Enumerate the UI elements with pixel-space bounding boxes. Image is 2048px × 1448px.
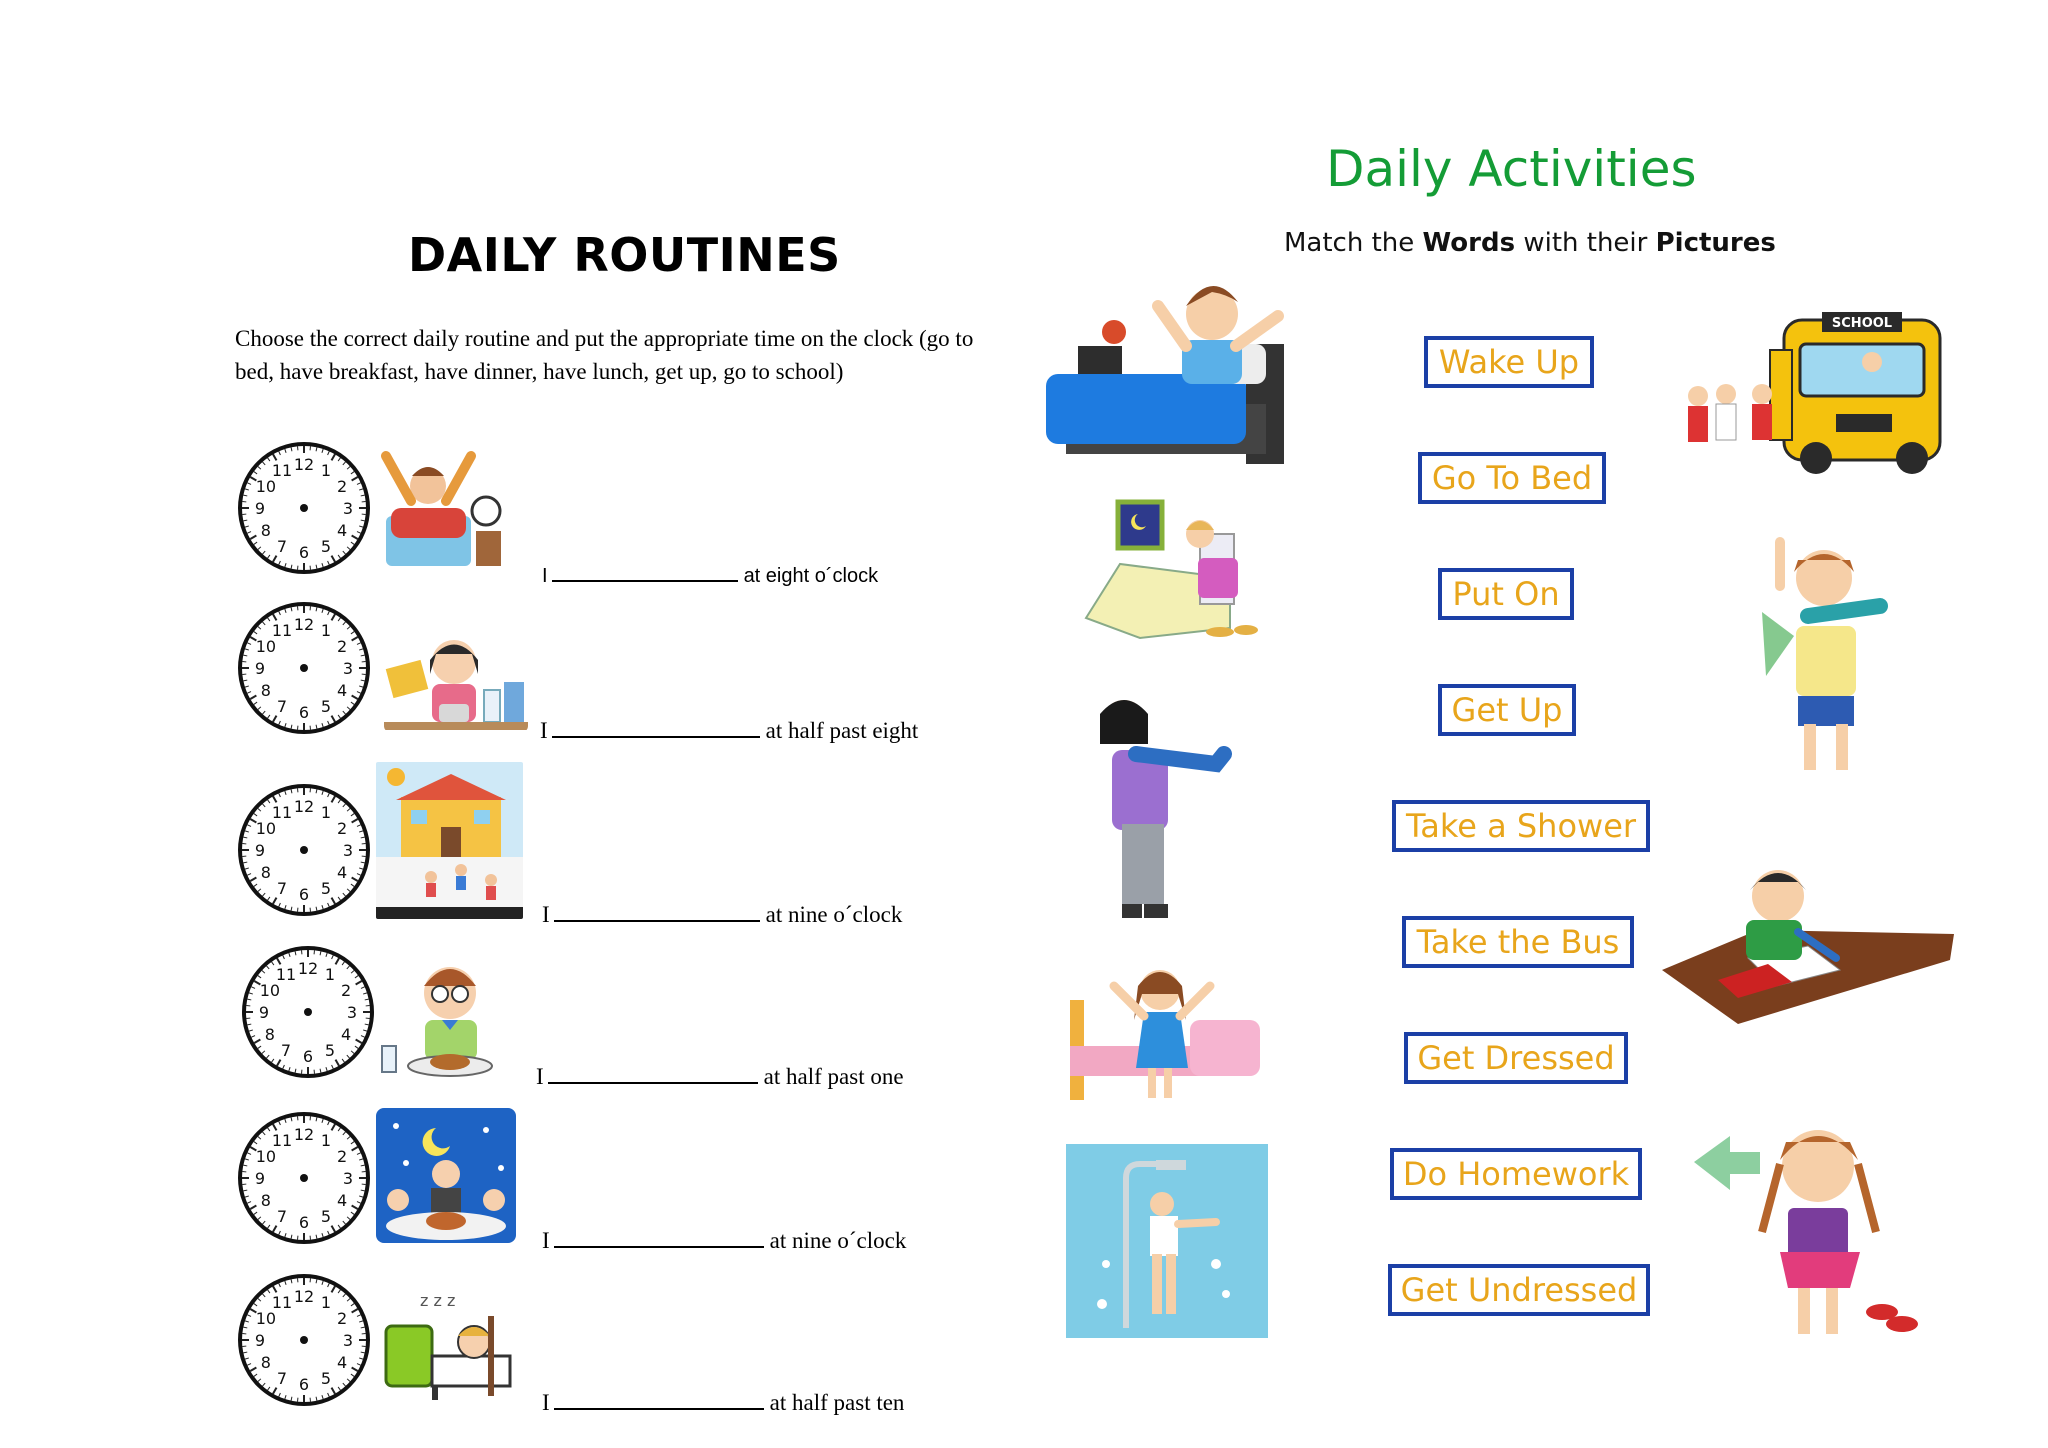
pronoun: I <box>542 1390 550 1415</box>
clock-number: 8 <box>264 1025 275 1044</box>
clock-center <box>300 664 308 672</box>
clock-number: 5 <box>320 1369 332 1389</box>
clock-number: 1 <box>320 802 332 822</box>
clock-number: 10 <box>255 819 277 838</box>
clock-number: 1 <box>320 620 332 640</box>
sentence-line-1 <box>542 556 878 588</box>
clock-number: 2 <box>337 819 348 838</box>
clock-number: 3 <box>346 1003 358 1022</box>
clock-6[interactable] <box>236 1272 372 1408</box>
word-box-wake-up[interactable]: Wake Up <box>1424 336 1594 388</box>
clock-number: 6 <box>298 543 310 562</box>
clock-number: 4 <box>337 863 348 882</box>
sentence-line-2 <box>540 712 918 744</box>
svg-text:z z z: z z z <box>420 1291 456 1310</box>
clock-number: 12 <box>293 797 315 816</box>
clock-number: 3 <box>342 659 354 678</box>
putting-on-jacket-icon <box>1096 694 1232 928</box>
word-box-take-a-shower[interactable]: Take a Shower <box>1392 800 1650 852</box>
answer-blank-6[interactable] <box>554 1384 764 1410</box>
clock-face <box>236 440 372 576</box>
sentence-line-6 <box>542 1384 904 1416</box>
clock-number: 5 <box>320 537 332 557</box>
answer-blank-3[interactable] <box>554 896 760 922</box>
right-instructions: Match the Words with their Pictures <box>1284 228 1776 258</box>
getting-up-icon <box>1070 950 1260 1110</box>
clock-number: 8 <box>260 521 271 540</box>
clock-number: 12 <box>293 1125 315 1144</box>
pronoun: I <box>542 565 548 587</box>
wake-up-icon <box>1046 254 1292 480</box>
clock-number: 12 <box>293 615 315 634</box>
clock-number: 3 <box>342 1331 354 1350</box>
pronoun: I <box>542 1228 550 1253</box>
clock-number: 12 <box>293 455 315 474</box>
answer-blank-5[interactable] <box>554 1222 764 1248</box>
clock-center <box>300 504 308 512</box>
clock-number: 7 <box>276 537 288 557</box>
clock-2[interactable] <box>236 600 372 736</box>
word-box-put-on[interactable]: Put On <box>1438 568 1574 620</box>
time-label: at half past ten <box>769 1390 905 1415</box>
word-box-do-homework[interactable]: Do Homework <box>1390 1148 1642 1200</box>
clock-number: 2 <box>337 637 348 656</box>
clock-number: 6 <box>298 1375 310 1394</box>
time-label: at nine o´clock <box>765 902 903 927</box>
clock-number: 12 <box>297 959 319 978</box>
clock-face <box>236 1110 372 1246</box>
word-box-get-dressed[interactable]: Get Dressed <box>1404 1032 1628 1084</box>
pronoun: I <box>542 902 550 927</box>
clock-number: 9 <box>254 659 266 678</box>
clock-number: 8 <box>260 1191 271 1210</box>
clock-1[interactable] <box>236 440 372 576</box>
time-label: at half past eight <box>765 718 919 743</box>
clock-number: 12 <box>293 1287 315 1306</box>
pronoun: I <box>540 718 548 743</box>
clock-number: 9 <box>254 1331 266 1350</box>
clock-number: 6 <box>302 1047 314 1066</box>
clock-number: 11 <box>271 1292 293 1312</box>
clock-number: 11 <box>271 1130 293 1150</box>
clock-number: 6 <box>298 885 310 904</box>
left-title: DAILY ROUTINES <box>408 228 841 282</box>
clock-number: 2 <box>337 477 348 496</box>
answer-blank-2[interactable] <box>552 712 760 738</box>
homework-icon <box>1658 860 1954 1024</box>
clock-number: 11 <box>271 460 293 480</box>
clock-number: 7 <box>276 1207 288 1227</box>
word-box-get-undressed[interactable]: Get Undressed <box>1388 1264 1650 1316</box>
clock-number: 4 <box>337 1353 348 1372</box>
word-box-take-the-bus[interactable]: Take the Bus <box>1402 916 1634 968</box>
clock-number: 4 <box>341 1025 352 1044</box>
clock-number: 2 <box>341 981 352 1000</box>
clock-number: 1 <box>320 1130 332 1150</box>
clock-face <box>240 944 376 1080</box>
clock-number: 7 <box>280 1041 292 1061</box>
lunch-icon <box>380 958 510 1082</box>
time-label: at eight o´clock <box>743 565 879 587</box>
clock-4[interactable] <box>240 944 376 1080</box>
clock-face <box>236 1272 372 1408</box>
clock-number: 4 <box>337 1191 348 1210</box>
clock-3[interactable] <box>236 782 372 918</box>
clock-number: 2 <box>337 1147 348 1166</box>
clock-5[interactable] <box>236 1110 372 1246</box>
clock-number: 10 <box>255 477 277 496</box>
clock-number: 8 <box>260 863 271 882</box>
clock-number: 5 <box>324 1041 336 1061</box>
right-title: Daily Activities <box>1326 140 1697 198</box>
clock-number: 10 <box>255 637 277 656</box>
clock-number: 9 <box>254 499 266 518</box>
clock-number: 11 <box>275 964 297 984</box>
clock-number: 8 <box>260 681 271 700</box>
bus-sign: SCHOOL <box>1831 316 1893 331</box>
sleeping-icon <box>384 1276 512 1404</box>
clock-number: 1 <box>320 1292 332 1312</box>
school-bus-icon <box>1676 290 1950 486</box>
clock-face <box>236 782 372 918</box>
answer-blank-1[interactable] <box>552 556 738 582</box>
clock-number: 10 <box>255 1309 277 1328</box>
school-icon <box>376 762 523 919</box>
clock-number: 6 <box>298 703 310 722</box>
getting-dressed-icon <box>1746 536 1890 782</box>
clock-number: 11 <box>271 620 293 640</box>
clock-number: 5 <box>320 697 332 717</box>
clock-number: 1 <box>324 964 336 984</box>
clock-number: 9 <box>254 841 266 860</box>
clock-center <box>300 1174 308 1182</box>
clock-number: 9 <box>258 1003 270 1022</box>
clock-number: 4 <box>337 521 348 540</box>
clock-number: 8 <box>260 1353 271 1372</box>
clock-number: 1 <box>320 460 332 480</box>
clock-face <box>236 600 372 736</box>
clock-center <box>300 846 308 854</box>
time-label: at half past one <box>763 1064 904 1089</box>
clock-number: 5 <box>320 1207 332 1227</box>
left-instructions: Choose the correct daily routine and put the appropriate time on the clock (go to bed, have breakfast, have dinner, have lunch, get up, go to school) <box>235 326 974 384</box>
sentence-line-3 <box>542 896 902 928</box>
clock-number: 7 <box>276 879 288 899</box>
clock-number: 5 <box>320 879 332 899</box>
clock-number: 2 <box>337 1309 348 1328</box>
clock-number: 3 <box>342 1169 354 1188</box>
word-box-get-up[interactable]: Get Up <box>1438 684 1576 736</box>
sentence-line-5 <box>542 1222 906 1254</box>
clock-number: 10 <box>259 981 281 1000</box>
dinner-icon <box>376 1108 516 1243</box>
clock-center <box>300 1336 308 1344</box>
sentence-line-4 <box>536 1058 904 1090</box>
go-to-bed-icon <box>1080 498 1258 654</box>
clock-number: 6 <box>298 1213 310 1232</box>
waking-up-icon <box>376 446 510 576</box>
clock-number: 3 <box>342 841 354 860</box>
breakfast-icon <box>384 624 528 732</box>
shower-icon <box>1066 1144 1268 1338</box>
clock-number: 9 <box>254 1169 266 1188</box>
time-label: at nine o´clock <box>769 1228 907 1253</box>
clock-number: 4 <box>337 681 348 700</box>
clock-number: 11 <box>271 802 293 822</box>
clock-center <box>304 1008 312 1016</box>
word-box-go-to-bed[interactable]: Go To Bed <box>1418 452 1606 504</box>
undressing-icon <box>1690 1112 1920 1344</box>
clock-number: 3 <box>342 499 354 518</box>
pronoun: I <box>536 1064 544 1089</box>
answer-blank-4[interactable] <box>548 1058 758 1084</box>
clock-number: 7 <box>276 697 288 717</box>
clock-number: 7 <box>276 1369 288 1389</box>
clock-number: 10 <box>255 1147 277 1166</box>
